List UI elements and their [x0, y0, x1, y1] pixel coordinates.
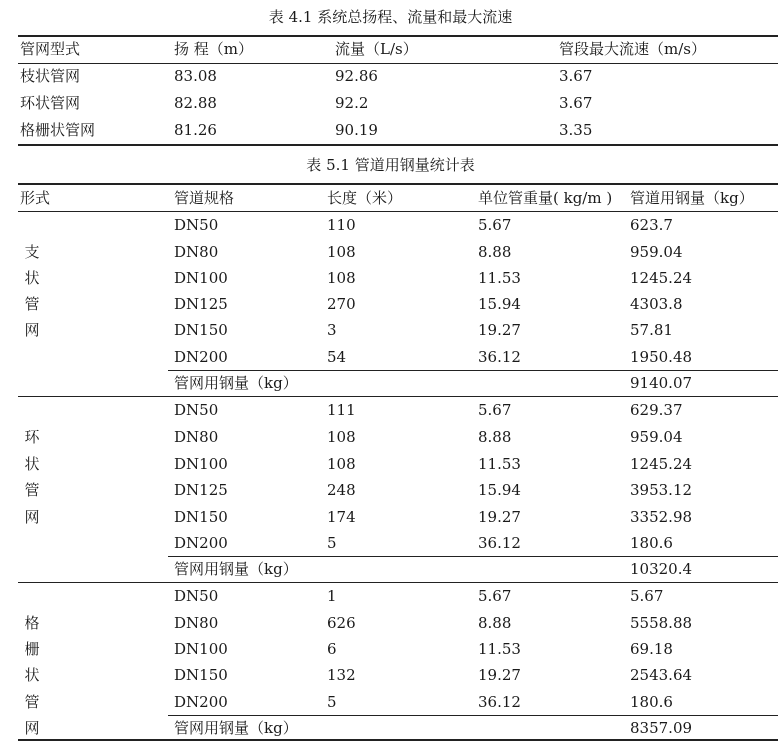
table2-cell: 36.12 — [478, 693, 521, 711]
table2-cell: 6 — [327, 640, 337, 658]
table2-header-spec: 管道规格 — [174, 189, 235, 207]
table2-cell: DN100 — [174, 455, 228, 473]
table2-cell: 5.67 — [630, 587, 664, 605]
group1-end-rule — [18, 396, 778, 397]
table2-cell: 5.67 — [478, 587, 512, 605]
group1-form-char: 支 — [24, 243, 40, 261]
group2-form-char: 网 — [24, 508, 40, 526]
table1-cell: 92.86 — [335, 67, 378, 85]
group1-form-char: 状 — [24, 269, 40, 287]
table2-cell: 108 — [327, 428, 356, 446]
table1-cell: 3.35 — [559, 121, 593, 139]
table2-cell: 54 — [327, 348, 347, 366]
group2-total-label: 管网用钢量（kg） — [174, 560, 298, 578]
table2-cell: 36.12 — [478, 348, 521, 366]
group1-total-value: 9140.07 — [630, 374, 693, 392]
table1-header-head: 扬 程（m） — [174, 40, 253, 58]
table2-cell: DN200 — [174, 534, 228, 552]
table2-cell: 180.6 — [630, 693, 673, 711]
table2-cell: 108 — [327, 269, 356, 287]
table2-cell: 19.27 — [478, 666, 521, 684]
table2-cell: 626 — [327, 614, 356, 632]
table2-cell: 3352.98 — [630, 508, 693, 526]
group2-form-char: 管 — [24, 481, 40, 499]
table2-cell: 3953.12 — [630, 481, 693, 499]
table1-cell: 83.08 — [174, 67, 217, 85]
table2-header-steel: 管道用钢量（kg） — [630, 189, 754, 207]
table1-header-velocity: 管段最大流速（m/s） — [559, 40, 706, 58]
table1-bottom-rule — [18, 144, 778, 146]
table1-cell: 90.19 — [335, 121, 378, 139]
group3-total-label: 管网用钢量（kg） — [174, 719, 298, 737]
table2-cell: DN125 — [174, 481, 228, 499]
table2-top-rule — [18, 183, 778, 185]
table1-cell: 环状管网 — [20, 94, 81, 112]
table2-cell: 108 — [327, 455, 356, 473]
group3-form-char: 网 — [24, 719, 40, 737]
table2-header-unit-weight: 单位管重量( kg/m ) — [478, 189, 613, 207]
group2-end-rule — [18, 582, 778, 583]
table1-cell: 81.26 — [174, 121, 217, 139]
table2-cell: 4303.8 — [630, 295, 683, 313]
table1-cell: 82.88 — [174, 94, 217, 112]
table1-header-type: 管网型式 — [20, 40, 81, 58]
table2-cell: 19.27 — [478, 321, 521, 339]
table2-cell: 36.12 — [478, 534, 521, 552]
table2-cell: 629.37 — [630, 401, 683, 419]
table2-cell: DN80 — [174, 243, 219, 261]
group1-total-label: 管网用钢量（kg） — [174, 374, 298, 392]
table2-cell: DN150 — [174, 321, 228, 339]
table2-cell: DN125 — [174, 295, 228, 313]
table2-cell: DN80 — [174, 428, 219, 446]
table2-cell: 132 — [327, 666, 356, 684]
table2-cell: 11.53 — [478, 640, 521, 658]
table2-cell: 2543.64 — [630, 666, 693, 684]
table2-cell: 8.88 — [478, 243, 512, 261]
table2-cell: DN80 — [174, 614, 219, 632]
table2-cell: 5558.88 — [630, 614, 693, 632]
table2-cell: 110 — [327, 216, 356, 234]
group2-total-value: 10320.4 — [630, 560, 693, 578]
table2-cell: DN200 — [174, 348, 228, 366]
group1-form-char: 管 — [24, 295, 40, 313]
group3-total-value: 8357.09 — [630, 719, 693, 737]
table2-caption: 表 5.1 管道用钢量统计表 — [306, 156, 475, 174]
group3-form-char: 格 — [24, 614, 40, 632]
group3-form-char: 状 — [24, 666, 40, 684]
table2-cell: DN50 — [174, 401, 219, 419]
table1-cell: 3.67 — [559, 67, 593, 85]
table1-cell: 枝状管网 — [20, 67, 81, 85]
table2-cell: DN150 — [174, 508, 228, 526]
table1-cell: 92.2 — [335, 94, 369, 112]
table2-cell: DN100 — [174, 269, 228, 287]
table2-cell: 5.67 — [478, 401, 512, 419]
table2-cell: 57.81 — [630, 321, 673, 339]
table2-cell: 8.88 — [478, 428, 512, 446]
group3-form-char: 栅 — [24, 640, 40, 658]
table1-header-rule — [18, 63, 778, 64]
table1-cell: 格栅状管网 — [20, 121, 96, 139]
table1-header-flow: 流量（L/s） — [335, 40, 418, 58]
table2-cell: 1245.24 — [630, 455, 693, 473]
group2-form-char: 状 — [24, 455, 40, 473]
table2-cell: DN200 — [174, 693, 228, 711]
table2-cell: 1 — [327, 587, 337, 605]
table2-cell: 11.53 — [478, 269, 521, 287]
table2-cell: 3 — [327, 321, 337, 339]
table2-cell: 15.94 — [478, 481, 521, 499]
table2-cell: DN50 — [174, 216, 219, 234]
table2-cell: DN150 — [174, 666, 228, 684]
table2-cell: 11.53 — [478, 455, 521, 473]
table2-header-form: 形式 — [20, 189, 51, 207]
group2-form-char: 环 — [24, 428, 40, 446]
group1-form-char: 网 — [24, 321, 40, 339]
table2-header-length: 长度（米） — [327, 189, 403, 207]
table2-cell: 1245.24 — [630, 269, 693, 287]
table2-cell: 69.18 — [630, 640, 673, 658]
table2-cell: 15.94 — [478, 295, 521, 313]
table2-cell: 180.6 — [630, 534, 673, 552]
table2-cell: 111 — [327, 401, 356, 419]
table2-cell: 8.88 — [478, 614, 512, 632]
table2-cell: 1950.48 — [630, 348, 693, 366]
table2-cell: 5.67 — [478, 216, 512, 234]
table2-cell: 5 — [327, 534, 337, 552]
table2-cell: 5 — [327, 693, 337, 711]
table2-cell: 959.04 — [630, 428, 683, 446]
table2-cell: 108 — [327, 243, 356, 261]
group3-form-char: 管 — [24, 693, 40, 711]
table2-cell: 19.27 — [478, 508, 521, 526]
table1-cell: 3.67 — [559, 94, 593, 112]
table2-cell: 270 — [327, 295, 356, 313]
table1-caption: 表 4.1 系统总扬程、流量和最大流速 — [268, 8, 513, 26]
table2-cell: 959.04 — [630, 243, 683, 261]
table2-header-rule — [18, 211, 778, 212]
table2-cell: 174 — [327, 508, 356, 526]
table2-cell: DN100 — [174, 640, 228, 658]
table2-cell: DN50 — [174, 587, 219, 605]
table2-cell: 248 — [327, 481, 356, 499]
table2-cell: 623.7 — [630, 216, 673, 234]
